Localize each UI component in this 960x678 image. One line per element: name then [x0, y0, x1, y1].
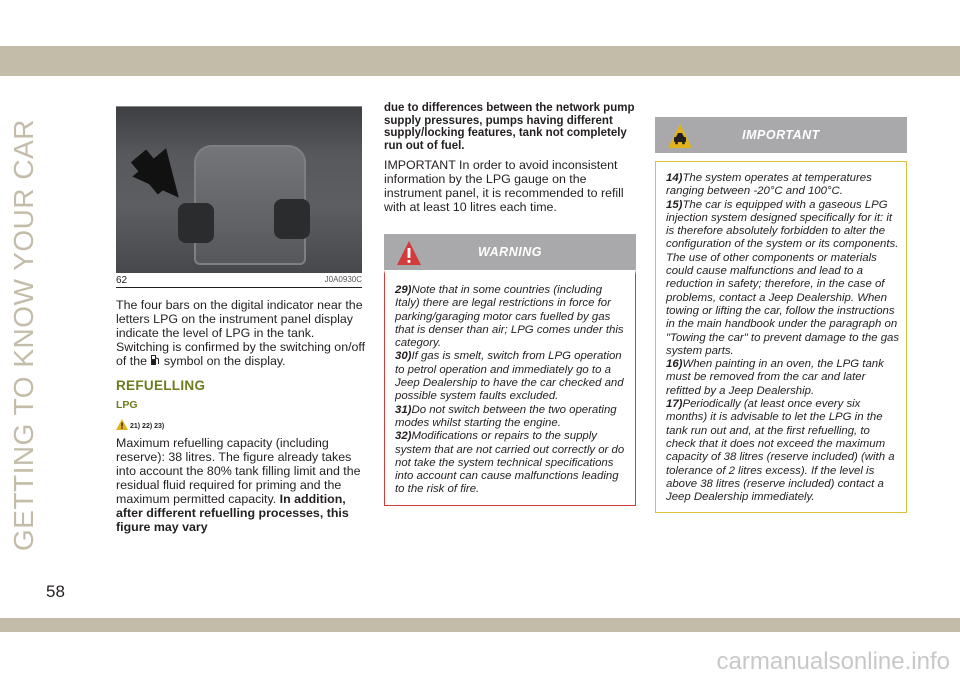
lpg-switch-button [178, 203, 214, 243]
subsection-heading: LPG [116, 399, 138, 411]
warning-item [395, 404, 629, 431]
warning-header [384, 234, 636, 270]
item-number: 14) [666, 172, 683, 184]
warning-title: WARNING [478, 245, 542, 259]
item-number: 17) [666, 398, 683, 411]
item-number: 31) [395, 403, 412, 416]
item-number: 30) [395, 350, 412, 363]
figure-caption [116, 273, 362, 288]
car-alert-icon [667, 123, 693, 149]
item-text: Modifications or repairs to the supply system that are not carried out correctly or do not take the system technical specifications into account can cause malfunctions leading to the risk of fire. [395, 430, 625, 496]
item-number: 16) [666, 358, 683, 371]
item-text: When painting in an oven, the LPG tank must be removed from the car and later refitted by a Jeep Dealership. [666, 358, 884, 397]
capacity-text: Maximum refuelling capacity (including reserve): 38 litres. The figure already takes into account the 80% tank filling limit and the residual fluid required for priming and the maximum permitted capacity. [116, 436, 361, 506]
item-text: Do not switch between the two operating modes whilst starting the engine. [395, 403, 617, 429]
page-number: 58 [46, 582, 65, 601]
intro-paragraph [116, 298, 366, 368]
warning-item [395, 284, 629, 350]
important-box [655, 117, 907, 513]
warning-body [384, 270, 636, 506]
column-2 [384, 102, 636, 506]
intro-text-pre: The four bars on the digital indicator near the letters LPG on the instrument panel display indicate the level of LPG in the tank. Switching is confirmed by the switching on/off of the [116, 298, 366, 368]
top-band [0, 0, 960, 52]
warning-triangle-icon [396, 240, 422, 266]
reference-numbers: 21) 22) 23) [130, 423, 165, 430]
warning-box [384, 234, 636, 506]
column-1 [116, 106, 366, 534]
important-item [666, 398, 900, 504]
item-text: If gas is smelt, switch from LPG operation to petrol operation and immediately go to a Jeep Dealership to have the car checked and possible system faults excluded. [395, 350, 624, 403]
important-item [666, 358, 900, 398]
important-body [655, 161, 907, 513]
figure-code: J0A0930C [324, 275, 362, 284]
item-text: The car is equipped with a gaseous LPG injection system designed specifically for it: it is therefore absolutely forbidden to alter the configuration of the system or its components. The use of other components or materials could cause malfunctions and lead to a reduction in safety; therefore, in the case of problems, contact a Jeep Dealership. When towing or lifting the car, follow the instructions in the main handbook under the paragraph on "Towing the car" to prevent damage to the gas system parts. [666, 198, 900, 357]
item-text: Note that in some countries (including Italy) there are legal restrictions in force for parking/garaging motor cars fuelled by gas that is denser than air; LPG comes under this category. [395, 284, 624, 350]
warning-item [395, 430, 629, 496]
top-color-bar [0, 46, 960, 76]
item-text: The system operates at temperatures ranging between -20°C and 100°C. [666, 172, 872, 198]
figure-photo [116, 106, 362, 273]
side-button [274, 199, 310, 239]
item-number: 29) [395, 284, 412, 296]
important-note-paragraph: IMPORTANT In order to avoid inconsistent information by the LPG gauge on the instrument panel, it is recommended to refill with at least 10 litres each time. [384, 158, 624, 214]
item-number: 32) [395, 430, 412, 443]
figure-number: 62 [116, 275, 128, 286]
section-heading: REFUELLING [116, 378, 206, 393]
item-number: 15) [666, 198, 683, 211]
watermark: carmanualsonline.info [716, 648, 950, 675]
bottom-color-bar [0, 618, 960, 632]
section-title: GETTING TO KNOW YOUR CAR [8, 118, 39, 552]
warning-item [395, 350, 629, 403]
caution-triangle-icon [116, 419, 128, 430]
capacity-bold-text: In addition, after different refuelling processes, this figure may vary [116, 492, 349, 534]
fuel-pump-icon [150, 354, 160, 366]
important-title: IMPORTANT [742, 128, 820, 142]
capacity-paragraph [116, 436, 366, 534]
item-text: Periodically (at least once every six months) it is advisable to let the LPG in the tank run out and, at the first refuelling, to check that it does not exceed the maximum capacity of 38 litres (reserve included) (with a tolerance of 2 litres excess). If the level is above 38 litres (reserve included) contact a Jeep Dealership immediately. [666, 398, 895, 504]
important-item [666, 199, 900, 359]
section-sidebar [4, 100, 44, 570]
important-item [666, 172, 900, 199]
continued-bold-text: due to differences between the network pump supply pressures, pumps having different supply/locking features, tank not completely run out of fuel. [384, 102, 635, 152]
cross-references [116, 419, 366, 430]
important-header [655, 117, 907, 153]
intro-text-post: symbol on the display. [163, 354, 286, 368]
